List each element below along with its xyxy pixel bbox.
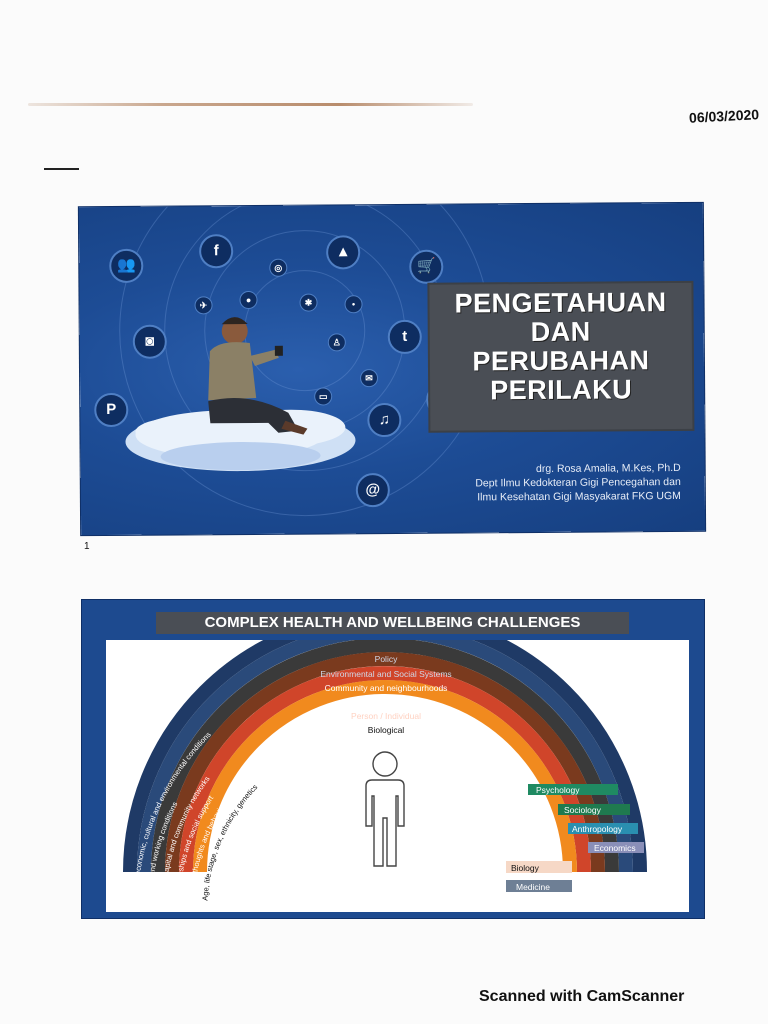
health-challenges-slide	[82, 600, 704, 918]
plane-icon: ✈	[194, 296, 212, 314]
cart-icon: 🛒	[409, 250, 443, 284]
arc-label-family: Family and Friends	[349, 697, 423, 707]
scanner-watermark: Scanned with CamScanner	[479, 988, 685, 1005]
diagram-area	[106, 640, 689, 912]
scan-dash-mark	[44, 168, 79, 170]
pinterest-icon: P	[94, 393, 128, 427]
at-icon: @	[356, 473, 390, 507]
pin-icon: ●	[239, 291, 257, 309]
author-name: drg. Rosa Amalia, M.Kes, Ph.D	[535, 461, 681, 475]
slide2-title: COMPLEX HEALTH AND WELLBEING CHALLENGES	[156, 612, 629, 634]
discipline-psychology: Psychology	[536, 785, 580, 795]
rainbow-diagram	[106, 640, 689, 912]
discipline-sociology: Sociology	[564, 805, 601, 815]
title-slide	[79, 203, 705, 535]
author-dept-1: Dept Ilmu Kedokteran Gigi Pencegahan dan	[475, 475, 681, 490]
arc-label-policy: Policy	[374, 654, 398, 664]
discipline-biology: Biology	[511, 863, 539, 873]
discipline-anthropology: Anthropology	[572, 824, 623, 834]
share-icon: ✱	[299, 294, 317, 312]
mail-icon: ✉	[360, 369, 378, 387]
left-label-social-capital: Social capital and community networks	[158, 774, 212, 899]
facebook-icon: f	[199, 234, 233, 268]
left-label-socioeconomic: Socio-economic, cultural and environmental conditions	[130, 729, 213, 897]
twitter-icon: t	[388, 320, 422, 354]
discipline-medicine: Medicine	[516, 882, 551, 892]
title-line-3: PERUBAHAN	[472, 345, 650, 377]
page-date: 06/03/2020	[688, 106, 760, 126]
title-line-4: PERILAKU	[490, 374, 633, 406]
left-label-internal: Internal thoughts and behaviours	[186, 794, 232, 901]
bulb-icon: •	[344, 295, 362, 313]
title-line-1: PENGETAHUAN	[454, 287, 667, 319]
chat-icon: ▭	[314, 387, 332, 405]
graduation-cap-icon: ▲	[326, 235, 360, 269]
title-line-2: DAN	[530, 316, 591, 348]
music-icon: ♫	[367, 403, 401, 437]
arc-label-person: Person / Individual	[351, 711, 421, 721]
left-label-relationships: Relationships and social support	[172, 793, 216, 900]
arc-label-environment: Environmental and Social Systems	[320, 669, 452, 679]
people-icon: 👥	[109, 249, 143, 283]
arc-label-biological: Biological	[367, 725, 405, 735]
user-icon: ♙	[328, 333, 346, 351]
author-dept-2: Ilmu Kesehatan Gigi Masyakarat FKG UGM	[477, 489, 681, 504]
left-label-age: Age, life stage, sex, ethnicity, genetics	[200, 782, 260, 902]
scan-edge-line	[28, 103, 473, 106]
slide-title-box	[429, 283, 692, 431]
human-figure-outline	[366, 752, 404, 866]
discipline-economics: Economics	[594, 843, 636, 853]
author-block	[475, 461, 681, 504]
page-number: 1	[84, 541, 90, 552]
camera-icon: ◙	[133, 325, 167, 359]
arc-label-community: Community and neighbourhoods	[324, 683, 448, 693]
target-icon: ◎	[269, 259, 287, 277]
left-label-living: Living and working conditions	[144, 800, 180, 898]
